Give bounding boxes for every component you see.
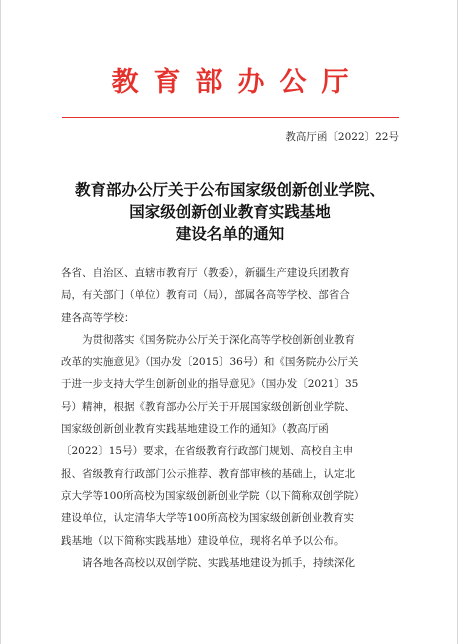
- text-line: 局，有关部门（单位）教育司（局），部属各高等学校、部省合: [61, 289, 350, 302]
- text-line: 践基地（以下简称实践基地）建设单位，现将名单予以公布。: [61, 534, 345, 547]
- text-line: 国家级创新创业教育实践基地建设工作的通知》（教高厅函: [61, 423, 329, 436]
- title-line: 建设名单的通知: [175, 224, 285, 243]
- body-paragraph-2: [61, 552, 401, 574]
- text-line: 〔2022〕15号）要求，在省级教育行政部门规划、高校自主申: [61, 445, 354, 458]
- text-line: 各省、自治区、直辖市教育厅（教委），新疆生产建设兵团教育: [61, 267, 350, 279]
- text-line: 于进一步支持大学生创新创业的指导意见》（国办发〔2021〕35: [61, 378, 359, 391]
- text-line: 报、省级教育行政部门公示推荐、教育部审核的基础上，认定北: [61, 467, 355, 480]
- text-line: 改革的实施意见》（国办发〔2015〕36号）和《国务院办公厅关: [61, 356, 359, 369]
- title-line: 国家级创新创业教育实践基地: [129, 202, 331, 221]
- recipients-paragraph: [61, 262, 401, 329]
- title-line: 教育部办公厅关于公布国家级创新创业学院、: [74, 180, 385, 199]
- document-number: 教高厅函〔2022〕22号: [285, 131, 399, 143]
- text-line: 为贯彻落实《国务院办公厅关于深化高等学校创新创业教育: [82, 333, 355, 346]
- document-body: [61, 262, 401, 574]
- text-line: 号）精神，根据《教育部办公厅关于开展国家级创新创业学院、: [61, 400, 355, 413]
- header-red-rule: [62, 117, 399, 118]
- text-line: 请各地各高校以双创学院、实践基地建设为抓手，持续深化: [82, 556, 355, 569]
- issuing-organization-header: 教育部办公厅: [111, 67, 364, 98]
- text-line: 建各高等学校：: [61, 311, 135, 324]
- text-line: 京大学等100所高校为国家级创新创业学院（以下简称双创学院）: [61, 489, 365, 502]
- body-paragraph-1: [61, 329, 401, 552]
- document-title: [41, 179, 419, 245]
- text-line: 建设单位，认定清华大学等100所高校为国家级创新创业教育实: [61, 512, 355, 525]
